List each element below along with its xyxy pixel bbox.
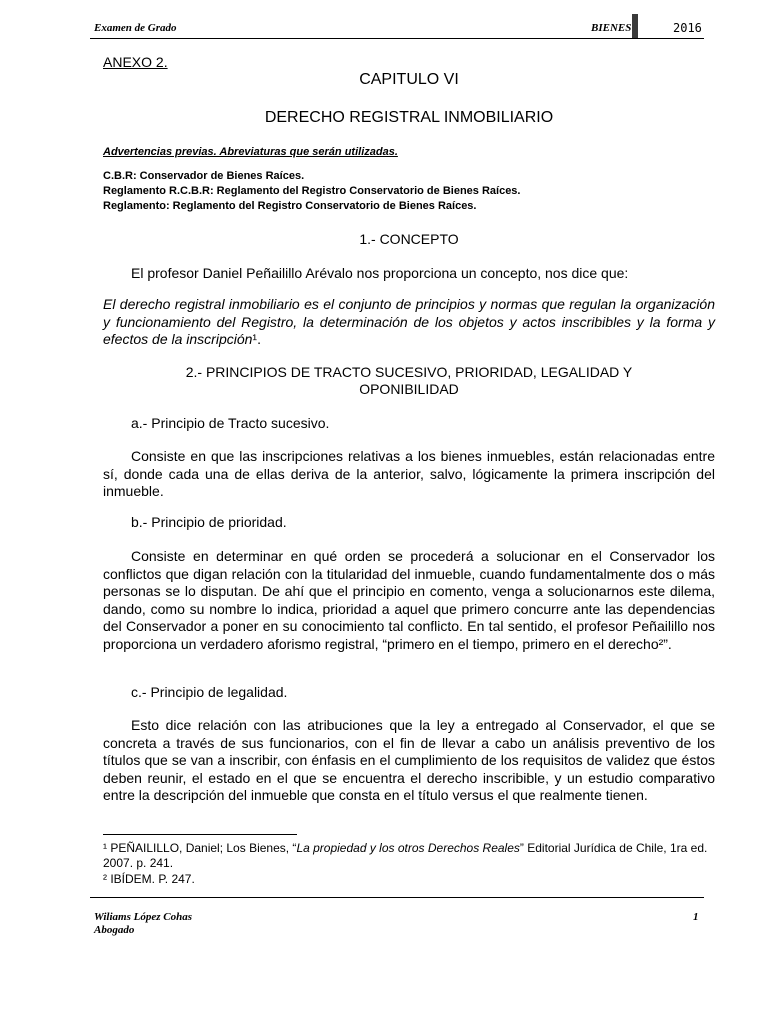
chapter-title: DERECHO REGISTRAL INMOBILIARIO xyxy=(264,109,554,126)
header-year: 2016 xyxy=(673,21,702,35)
footer-role: Abogado xyxy=(94,924,135,936)
page-header xyxy=(0,0,768,48)
footnote-rule xyxy=(103,834,297,835)
concept-quote-paragraph xyxy=(103,296,715,349)
header-separator-bar xyxy=(632,14,638,38)
abbreviation-item: Reglamento R.C.B.R: Reglamento del Registro Conservatorio de Bienes Raíces. xyxy=(103,185,521,197)
subsection-title-legalidad: c.- Principio de legalidad. xyxy=(131,684,288,700)
footer-author-block xyxy=(94,911,192,937)
header-section-text: BIENES xyxy=(591,22,632,34)
footnote-1-title: La propiedad y los otros Derechos Reales xyxy=(296,841,520,855)
page-number: 1 xyxy=(693,911,699,923)
annex-label: ANEXO 2. xyxy=(103,54,168,70)
header-rule xyxy=(90,38,704,39)
section-heading-line: OPONIBILIDAD xyxy=(359,381,459,397)
section-heading-line: 2.- PRINCIPIOS DE TRACTO SUCESIVO, PRIORIDAD, LEGALIDAD Y xyxy=(185,364,633,380)
section-heading-concepto: 1.- CONCEPTO xyxy=(359,231,459,247)
footer-author: Wiliams López Cohas xyxy=(94,911,192,923)
footer-rule xyxy=(90,897,704,898)
paragraph-tracto: Consiste en que las inscripciones relativas a los bienes inmuebles, están relacionadas entre sí, donde cada una de ellas deriva de la anterior, salvo, lógicamente la primera inscripción del inmueble. xyxy=(103,448,715,499)
chapter-number: CAPITULO VI xyxy=(359,71,459,88)
paragraph-legalidad: Esto dice relación con las atribuciones que la ley a entregado al Conservador, el que se concreta a través de sus funcionarios, con el fin de llevar a cabo un análisis preventivo de los títulos que se van a inscribir, con énfasis en el cumplimiento de los requisitos de validez que éstos deben reunir, el estado en el que se encuentra el derecho inscribible, y un estudio comparativo entre la descripción del inmueble que consta en el título versus el que realmente tienen. xyxy=(103,717,715,803)
subsection-title-tracto: a.- Principio de Tracto sucesivo. xyxy=(131,415,330,431)
header-left-text: Examen de Grado xyxy=(94,22,177,34)
concept-intro-paragraph: El profesor Daniel Peñailillo Arévalo nos proporciona un concepto, nos dice que: xyxy=(131,265,629,281)
footnote-1-prefix: ¹ PEÑAILILLO, Daniel; Los Bienes, “ xyxy=(103,841,297,855)
section-heading-principios xyxy=(103,364,715,398)
abbreviation-item: C.B.R: Conservador de Bienes Raíces. xyxy=(103,170,305,182)
advertencias-heading: Advertencias previas. Abreviaturas que serán utilizadas. xyxy=(103,146,398,158)
concept-quote-footnote-ref: ¹. xyxy=(252,331,261,347)
footnote-1-suffix: ” Editorial Jurídica de Chile, 1ra ed. 2007. p. 241. xyxy=(103,841,708,870)
subsection-title-prioridad: b.- Principio de prioridad. xyxy=(131,514,287,530)
abbreviation-item: Reglamento: Reglamento del Registro Conservatorio de Bienes Raíces. xyxy=(103,200,477,212)
paragraph-prioridad: Consiste en determinar en qué orden se procederá a solucionar en el Conservador los conflictos que digan relación con la titularidad del inmueble, cuando fundamentalmente dos o más personas se lo disputan. De ahí que el principio en comento, venga a solucionarnos este dilema, dando, como su nombre lo indica, prioridad a aquel que primero concurre ante las dependencias del Conservador a poner en su conocimiento tal conflicto. En tal sentido, el profesor Peñailillo nos proporciona un verdadero aforismo registral, “primero en el tiempo, primero en el derecho²”. xyxy=(103,548,715,652)
concept-quote-text: El derecho registral inmobiliario es el conjunto de principios y normas que regulan la organización y funcionamiento del Registro, la determinación de los objetos y actos inscribibles y la forma y efectos de la inscripción xyxy=(103,296,715,347)
footnote-2: ² IBÍDEM. P. 247. xyxy=(103,872,195,886)
footnote-1 xyxy=(103,841,715,871)
